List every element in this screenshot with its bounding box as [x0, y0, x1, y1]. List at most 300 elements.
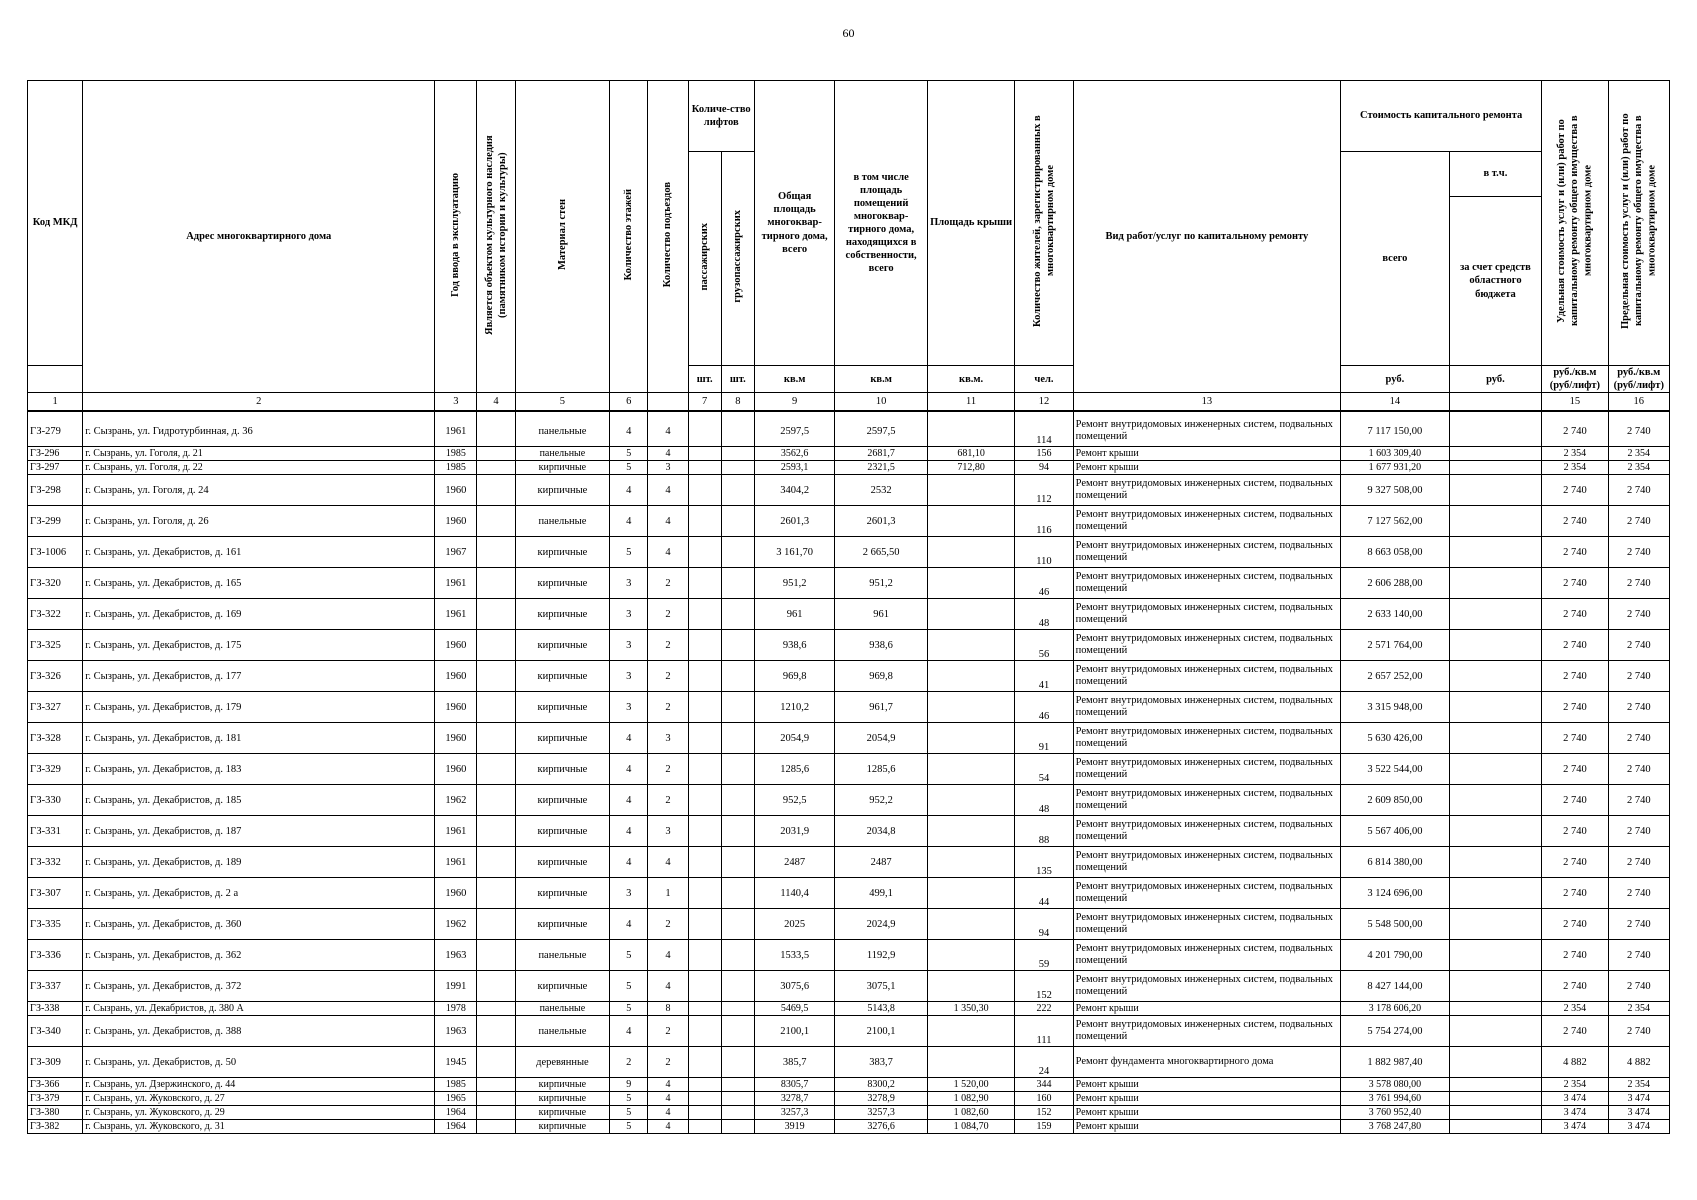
row-entrances: 2 [648, 630, 688, 661]
row-total-area: 2593,1 [754, 461, 834, 475]
row-lifts-cargo [721, 1047, 754, 1078]
table-row [28, 537, 1670, 568]
row-walls: панельные [515, 1002, 610, 1016]
row-lifts-cargo [721, 754, 754, 785]
row-walls: кирпичные [515, 661, 610, 692]
row-cost-regional [1449, 692, 1542, 723]
row-cost-regional [1449, 599, 1542, 630]
header-heritage: Является объектом культурного наследия (памятником истории и культуры) [483, 134, 509, 335]
row-max-cost: 2 740 [1608, 909, 1669, 940]
row-address: г. Сызрань, ул. Декабристов, д. 179 [83, 692, 435, 723]
row-heritage [477, 878, 515, 909]
table-row [28, 723, 1670, 754]
row-unit-cost: 2 740 [1542, 599, 1608, 630]
row-walls: кирпичные [515, 754, 610, 785]
row-code: ГЗ-279 [28, 411, 83, 447]
row-lifts-passenger [688, 723, 721, 754]
row-max-cost: 3 474 [1608, 1092, 1669, 1106]
row-max-cost: 2 740 [1608, 411, 1669, 447]
row-walls: панельные [515, 1016, 610, 1047]
header-floors: Количество этажей [623, 188, 635, 281]
row-heritage [477, 1092, 515, 1106]
row-cost-regional [1449, 661, 1542, 692]
row-max-cost: 2 740 [1608, 847, 1669, 878]
row-residents: 114 [1015, 411, 1073, 447]
row-cost-total: 8 427 144,00 [1341, 971, 1450, 1002]
row-residents: 56 [1015, 630, 1073, 661]
colnum-9: 9 [754, 393, 834, 412]
row-lifts-passenger [688, 1047, 721, 1078]
row-heritage [477, 785, 515, 816]
row-residents: 110 [1015, 537, 1073, 568]
row-lifts-cargo [721, 537, 754, 568]
row-cost-regional [1449, 1078, 1542, 1092]
header-lifts-passenger-cell [688, 152, 721, 366]
row-lifts-cargo [721, 599, 754, 630]
header-floors-cell [610, 81, 648, 393]
row-address: г. Сызрань, ул. Гоголя, д. 21 [83, 447, 435, 461]
row-max-cost: 2 740 [1608, 723, 1669, 754]
row-code: ГЗ-307 [28, 878, 83, 909]
row-max-cost: 2 740 [1608, 506, 1669, 537]
row-work-type: Ремонт крыши [1073, 1092, 1340, 1106]
row-code: ГЗ-309 [28, 1047, 83, 1078]
row-total-area: 3075,6 [754, 971, 834, 1002]
row-floors: 3 [610, 630, 648, 661]
row-entrances: 4 [648, 847, 688, 878]
header-lifts-passenger: пассажирских [699, 222, 711, 291]
table-row [28, 909, 1670, 940]
row-code: ГЗ-330 [28, 785, 83, 816]
row-unit-cost: 2 354 [1542, 447, 1608, 461]
row-address: г. Сызрань, ул. Декабристов, д. 50 [83, 1047, 435, 1078]
row-address: г. Сызрань, ул. Декабристов, д. 189 [83, 847, 435, 878]
row-lifts-cargo [721, 411, 754, 447]
row-year: 1961 [435, 816, 477, 847]
row-unit-cost: 2 354 [1542, 1078, 1608, 1092]
row-roof-area [927, 847, 1014, 878]
row-max-cost: 2 740 [1608, 754, 1669, 785]
row-heritage [477, 847, 515, 878]
row-year: 1965 [435, 1092, 477, 1106]
row-lifts-passenger [688, 1078, 721, 1092]
row-max-cost: 2 740 [1608, 1016, 1669, 1047]
row-cost-regional [1449, 630, 1542, 661]
row-work-type: Ремонт внутридомовых инженерных систем, подвальных помещений [1073, 909, 1340, 940]
row-max-cost: 2 740 [1608, 785, 1669, 816]
row-floors: 4 [610, 1016, 648, 1047]
colnum-blank [648, 393, 688, 412]
row-residents: 44 [1015, 878, 1073, 909]
row-unit-cost: 3 474 [1542, 1092, 1608, 1106]
colnum-14: 14 [1341, 393, 1450, 412]
table-row [28, 475, 1670, 506]
row-work-type: Ремонт внутридомовых инженерных систем, подвальных помещений [1073, 816, 1340, 847]
row-year: 1964 [435, 1120, 477, 1134]
row-cost-total: 5 630 426,00 [1341, 723, 1450, 754]
row-lifts-cargo [721, 940, 754, 971]
row-entrances: 4 [648, 475, 688, 506]
row-total-area: 961 [754, 599, 834, 630]
header-entrances: Количество подъездов [662, 181, 674, 288]
colnum-11: 11 [927, 393, 1014, 412]
row-unit-cost: 2 740 [1542, 411, 1608, 447]
row-work-type: Ремонт внутридомовых инженерных систем, подвальных помещений [1073, 692, 1340, 723]
row-lifts-passenger [688, 506, 721, 537]
row-max-cost: 2 740 [1608, 816, 1669, 847]
row-work-type: Ремонт крыши [1073, 1106, 1340, 1120]
row-owned-area: 961,7 [835, 692, 928, 723]
row-lifts-passenger [688, 785, 721, 816]
row-roof-area [927, 1047, 1014, 1078]
row-total-area: 5469,5 [754, 1002, 834, 1016]
row-floors: 3 [610, 568, 648, 599]
unit-cost-regional: руб. [1449, 366, 1542, 393]
row-lifts-cargo [721, 447, 754, 461]
row-year: 1960 [435, 754, 477, 785]
row-work-type: Ремонт внутридомовых инженерных систем, подвальных помещений [1073, 971, 1340, 1002]
row-residents: 156 [1015, 447, 1073, 461]
row-total-area: 2054,9 [754, 723, 834, 754]
row-heritage [477, 411, 515, 447]
row-walls: панельные [515, 447, 610, 461]
row-entrances: 2 [648, 661, 688, 692]
colnum-15: 15 [1542, 393, 1608, 412]
row-code: ГЗ-331 [28, 816, 83, 847]
colnum-2: 2 [83, 393, 435, 412]
table-row [28, 1120, 1670, 1134]
row-max-cost: 2 740 [1608, 475, 1669, 506]
table-row [28, 411, 1670, 447]
row-lifts-passenger [688, 461, 721, 475]
row-max-cost: 2 740 [1608, 971, 1669, 1002]
row-work-type: Ремонт внутридомовых инженерных систем, подвальных помещений [1073, 661, 1340, 692]
row-walls: панельные [515, 940, 610, 971]
row-walls: кирпичные [515, 1078, 610, 1092]
row-max-cost: 2 740 [1608, 692, 1669, 723]
row-lifts-passenger [688, 692, 721, 723]
row-address: г. Сызрань, ул. Декабристов, д. 183 [83, 754, 435, 785]
row-entrances: 4 [648, 1106, 688, 1120]
row-cost-total: 7 127 562,00 [1341, 506, 1450, 537]
row-entrances: 2 [648, 1016, 688, 1047]
row-roof-area [927, 723, 1014, 754]
row-lifts-cargo [721, 461, 754, 475]
header-work-type: Вид работ/услуг по капитальному ремонту [1073, 81, 1340, 393]
table-row [28, 754, 1670, 785]
row-entrances: 4 [648, 1120, 688, 1134]
row-roof-area: 712,80 [927, 461, 1014, 475]
row-cost-total: 3 522 544,00 [1341, 754, 1450, 785]
row-cost-total: 1 603 309,40 [1341, 447, 1450, 461]
row-total-area: 969,8 [754, 661, 834, 692]
table-row [28, 692, 1670, 723]
colnum-6: 6 [610, 393, 648, 412]
row-cost-regional [1449, 475, 1542, 506]
row-code: ГЗ-325 [28, 630, 83, 661]
row-heritage [477, 723, 515, 754]
row-walls: кирпичные [515, 785, 610, 816]
table-row [28, 847, 1670, 878]
row-address: г. Сызрань, ул. Декабристов, д. 161 [83, 537, 435, 568]
row-cost-total: 8 663 058,00 [1341, 537, 1450, 568]
row-cost-total: 2 633 140,00 [1341, 599, 1450, 630]
row-code: ГЗ-327 [28, 692, 83, 723]
row-entrances: 2 [648, 692, 688, 723]
row-unit-cost: 2 740 [1542, 754, 1608, 785]
row-unit-cost: 2 740 [1542, 661, 1608, 692]
row-work-type: Ремонт внутридомовых инженерных систем, подвальных помещений [1073, 599, 1340, 630]
row-year: 1963 [435, 1016, 477, 1047]
row-cost-regional [1449, 1092, 1542, 1106]
row-walls: кирпичные [515, 878, 610, 909]
row-roof-area [927, 816, 1014, 847]
row-unit-cost: 4 882 [1542, 1047, 1608, 1078]
row-lifts-cargo [721, 971, 754, 1002]
row-floors: 5 [610, 537, 648, 568]
row-floors: 4 [610, 754, 648, 785]
row-year: 1961 [435, 411, 477, 447]
row-code: ГЗ-328 [28, 723, 83, 754]
row-cost-regional [1449, 785, 1542, 816]
row-entrances: 1 [648, 878, 688, 909]
table-row [28, 878, 1670, 909]
row-lifts-cargo [721, 630, 754, 661]
row-lifts-cargo [721, 475, 754, 506]
row-lifts-cargo [721, 661, 754, 692]
table-row [28, 785, 1670, 816]
header-roof-area: Площадь крыши [927, 81, 1014, 366]
row-owned-area: 499,1 [835, 878, 928, 909]
row-code: ГЗ-382 [28, 1120, 83, 1134]
row-lifts-passenger [688, 1002, 721, 1016]
table-row [28, 661, 1670, 692]
row-cost-total: 5 567 406,00 [1341, 816, 1450, 847]
row-residents: 160 [1015, 1092, 1073, 1106]
row-floors: 4 [610, 475, 648, 506]
row-lifts-passenger [688, 940, 721, 971]
row-walls: кирпичные [515, 537, 610, 568]
row-floors: 4 [610, 909, 648, 940]
row-year: 1960 [435, 723, 477, 754]
row-heritage [477, 1120, 515, 1134]
row-owned-area: 3075,1 [835, 971, 928, 1002]
row-residents: 222 [1015, 1002, 1073, 1016]
row-work-type: Ремонт крыши [1073, 461, 1340, 475]
row-floors: 5 [610, 971, 648, 1002]
row-code: ГЗ-338 [28, 1002, 83, 1016]
row-lifts-cargo [721, 878, 754, 909]
row-lifts-cargo [721, 506, 754, 537]
header-heritage-cell [477, 81, 515, 393]
row-code: ГЗ-322 [28, 599, 83, 630]
table-row [28, 940, 1670, 971]
row-unit-cost: 2 740 [1542, 506, 1608, 537]
row-address: г. Сызрань, ул. Жуковского, д. 29 [83, 1106, 435, 1120]
row-year: 1960 [435, 506, 477, 537]
row-cost-total: 3 124 696,00 [1341, 878, 1450, 909]
row-entrances: 4 [648, 506, 688, 537]
row-year: 1985 [435, 447, 477, 461]
row-unit-cost: 2 740 [1542, 1016, 1608, 1047]
row-cost-regional [1449, 816, 1542, 847]
row-roof-area [927, 411, 1014, 447]
row-work-type: Ремонт внутридомовых инженерных систем, подвальных помещений [1073, 878, 1340, 909]
row-roof-area [927, 909, 1014, 940]
row-year: 1964 [435, 1106, 477, 1120]
row-entrances: 4 [648, 940, 688, 971]
row-walls: панельные [515, 411, 610, 447]
row-total-area: 3919 [754, 1120, 834, 1134]
row-code: ГЗ-329 [28, 754, 83, 785]
row-cost-regional [1449, 1047, 1542, 1078]
row-year: 1991 [435, 971, 477, 1002]
unit-cost-total: руб. [1341, 366, 1450, 393]
row-lifts-passenger [688, 754, 721, 785]
row-address: г. Сызрань, ул. Декабристов, д. 175 [83, 630, 435, 661]
row-work-type: Ремонт внутридомовых инженерных систем, подвальных помещений [1073, 723, 1340, 754]
row-cost-total: 3 761 994,60 [1341, 1092, 1450, 1106]
row-floors: 4 [610, 847, 648, 878]
row-cost-regional [1449, 537, 1542, 568]
row-lifts-cargo [721, 1002, 754, 1016]
row-heritage [477, 1078, 515, 1092]
row-residents: 94 [1015, 909, 1073, 940]
row-roof-area: 1 082,60 [927, 1106, 1014, 1120]
row-walls: кирпичные [515, 971, 610, 1002]
row-walls: кирпичные [515, 475, 610, 506]
row-cost-total: 2 606 288,00 [1341, 568, 1450, 599]
row-entrances: 4 [648, 537, 688, 568]
row-owned-area: 2 665,50 [835, 537, 928, 568]
row-code: ГЗ-380 [28, 1106, 83, 1120]
row-owned-area: 2024,9 [835, 909, 928, 940]
row-roof-area [927, 692, 1014, 723]
unit-code [28, 366, 83, 393]
row-floors: 4 [610, 816, 648, 847]
header-cost-incl: в т.ч. [1449, 152, 1542, 197]
row-address: г. Сызрань, ул. Гоголя, д. 26 [83, 506, 435, 537]
row-work-type: Ремонт крыши [1073, 1078, 1340, 1092]
row-max-cost: 2 740 [1608, 940, 1669, 971]
row-roof-area [927, 971, 1014, 1002]
header-cost: Стоимость капитального ремонта [1341, 81, 1542, 152]
table-row [28, 1106, 1670, 1120]
row-residents: 46 [1015, 568, 1073, 599]
row-floors: 4 [610, 506, 648, 537]
row-unit-cost: 2 740 [1542, 723, 1608, 754]
row-entrances: 4 [648, 971, 688, 1002]
row-residents: 112 [1015, 475, 1073, 506]
row-owned-area: 383,7 [835, 1047, 928, 1078]
row-cost-total: 2 571 764,00 [1341, 630, 1450, 661]
row-unit-cost: 2 354 [1542, 1002, 1608, 1016]
header-lifts-cargo: грузопассажирских [732, 210, 744, 303]
row-lifts-cargo [721, 692, 754, 723]
table-row [28, 971, 1670, 1002]
row-heritage [477, 568, 515, 599]
row-owned-area: 3278,9 [835, 1092, 928, 1106]
row-residents: 111 [1015, 1016, 1073, 1047]
row-roof-area [927, 537, 1014, 568]
row-floors: 5 [610, 1002, 648, 1016]
row-total-area: 3 161,70 [754, 537, 834, 568]
row-total-area: 8305,7 [754, 1078, 834, 1092]
colnum-12: 12 [1015, 393, 1073, 412]
colnum-16: 16 [1608, 393, 1669, 412]
row-lifts-passenger [688, 599, 721, 630]
row-owned-area: 2681,7 [835, 447, 928, 461]
row-unit-cost: 2 740 [1542, 940, 1608, 971]
row-floors: 5 [610, 447, 648, 461]
row-lifts-passenger [688, 1016, 721, 1047]
row-year: 1961 [435, 847, 477, 878]
row-cost-total: 3 760 952,40 [1341, 1106, 1450, 1120]
row-unit-cost: 2 740 [1542, 909, 1608, 940]
row-residents: 48 [1015, 599, 1073, 630]
row-cost-regional [1449, 1106, 1542, 1120]
row-owned-area: 1192,9 [835, 940, 928, 971]
row-residents: 88 [1015, 816, 1073, 847]
row-heritage [477, 506, 515, 537]
header-max-cost-cell [1608, 81, 1669, 366]
row-max-cost: 2 354 [1608, 1078, 1669, 1092]
row-residents: 48 [1015, 785, 1073, 816]
unit-max-cost: руб./кв.м (руб/лифт) [1608, 366, 1669, 393]
row-floors: 9 [610, 1078, 648, 1092]
row-address: г. Сызрань, ул. Декабристов, д. 177 [83, 661, 435, 692]
header-code: Код МКД [28, 81, 83, 366]
row-residents: 159 [1015, 1120, 1073, 1134]
row-lifts-passenger [688, 816, 721, 847]
unit-residents: чел. [1015, 366, 1073, 393]
row-walls: кирпичные [515, 599, 610, 630]
row-lifts-passenger [688, 661, 721, 692]
row-work-type: Ремонт внутридомовых инженерных систем, подвальных помещений [1073, 630, 1340, 661]
row-heritage [477, 661, 515, 692]
row-residents: 91 [1015, 723, 1073, 754]
row-heritage [477, 816, 515, 847]
row-address: г. Сызрань, ул. Гидротурбинная, д. 36 [83, 411, 435, 447]
row-max-cost: 2 740 [1608, 537, 1669, 568]
table-row [28, 599, 1670, 630]
row-code: ГЗ-320 [28, 568, 83, 599]
row-year: 1962 [435, 785, 477, 816]
row-max-cost: 3 474 [1608, 1120, 1669, 1134]
row-max-cost: 2 354 [1608, 1002, 1669, 1016]
row-cost-regional [1449, 723, 1542, 754]
row-work-type: Ремонт внутридомовых инженерных систем, подвальных помещений [1073, 475, 1340, 506]
row-work-type: Ремонт фундамента многоквартирного дома [1073, 1047, 1340, 1078]
row-heritage [477, 692, 515, 723]
row-code: ГЗ-299 [28, 506, 83, 537]
row-owned-area: 2034,8 [835, 816, 928, 847]
row-work-type: Ремонт внутридомовых инженерных систем, подвальных помещений [1073, 1016, 1340, 1047]
row-cost-regional [1449, 447, 1542, 461]
row-floors: 3 [610, 692, 648, 723]
row-cost-total: 3 768 247,80 [1341, 1120, 1450, 1134]
row-total-area: 1533,5 [754, 940, 834, 971]
row-work-type: Ремонт крыши [1073, 447, 1340, 461]
row-owned-area: 2321,5 [835, 461, 928, 475]
header-owned-area: в том числе площадь помещений многоквар-тирного дома, находящихся в собственности, всего [835, 81, 928, 366]
row-walls: кирпичные [515, 568, 610, 599]
table-row [28, 630, 1670, 661]
table-row [28, 461, 1670, 475]
row-entrances: 4 [648, 1078, 688, 1092]
row-total-area: 2100,1 [754, 1016, 834, 1047]
colnum-8: 8 [721, 393, 754, 412]
